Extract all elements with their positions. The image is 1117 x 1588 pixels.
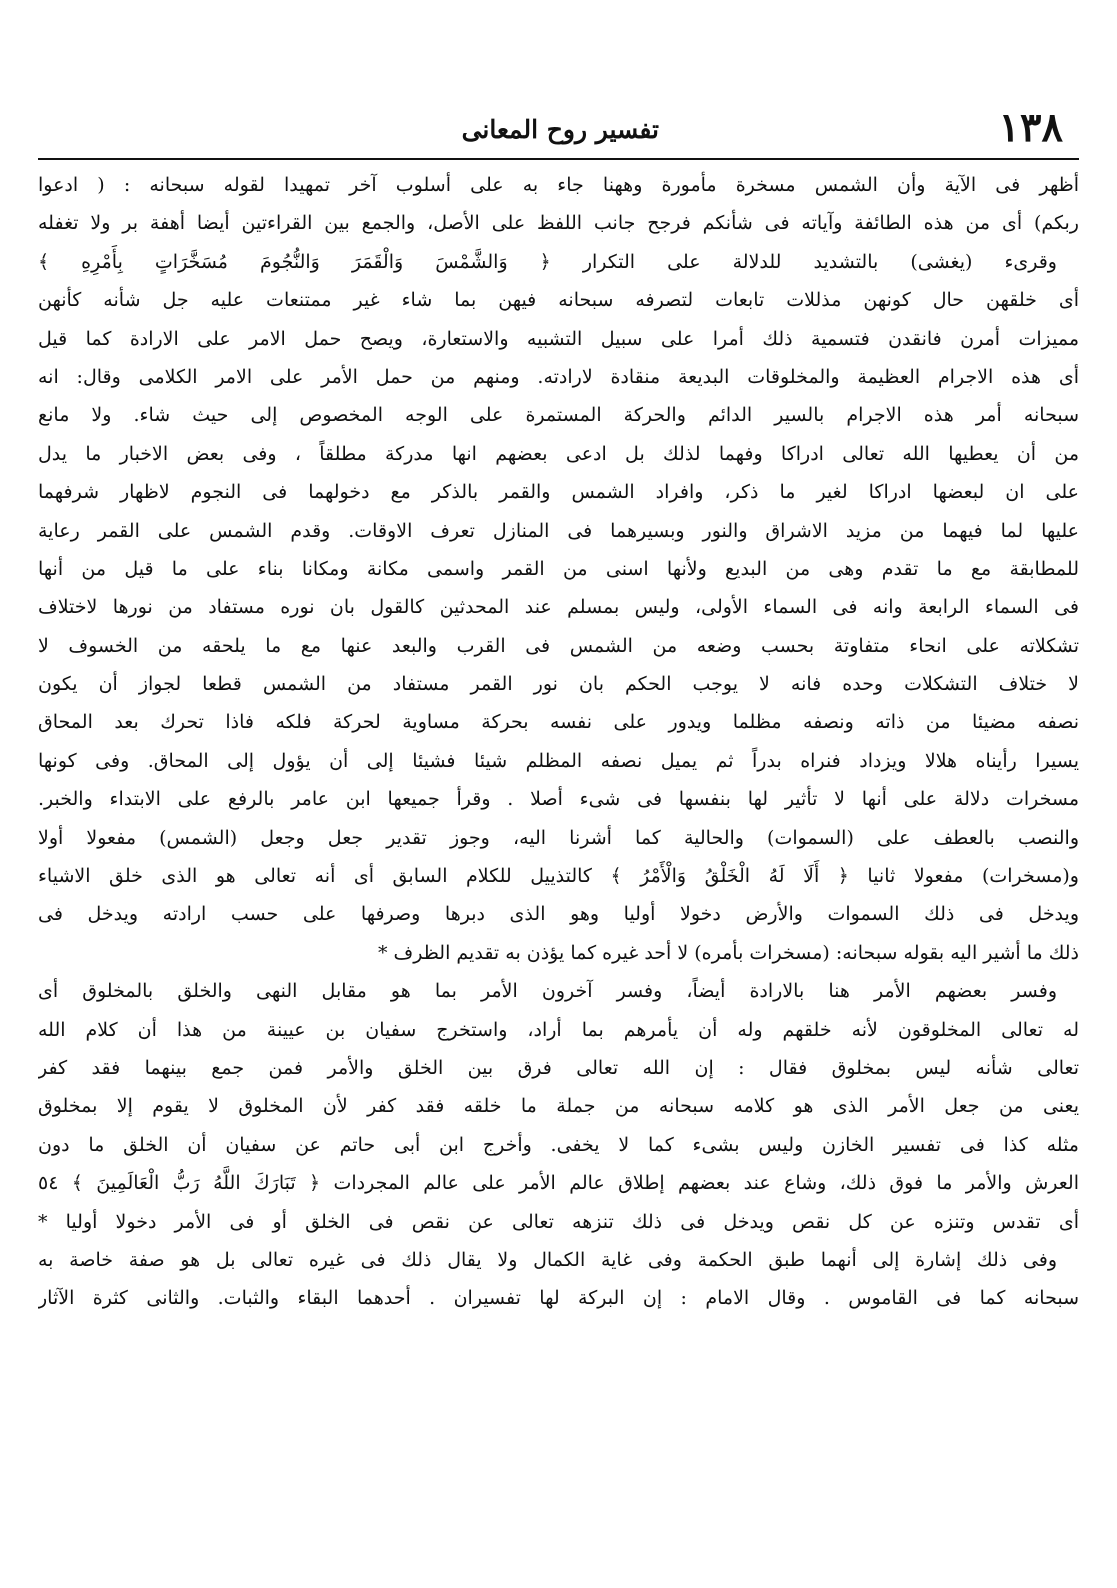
running-title: تفسير روح المعانى bbox=[461, 115, 659, 144]
text-line: مثله كذا فى تفسير الخازن وليس بشىء كما لا يخفى. وأخرج ابن أبى حاتم عن سفيان أن الخلق ما دون bbox=[38, 1133, 1079, 1156]
text-line: يسيرا رأيناه هلالا ويزداد فنراه بدراً ثم يميل نصفه المظلم شيئا فشيئا إلى أن يؤول إلى المحاق. وفى كونها bbox=[38, 749, 1079, 772]
text-line: أى خلقهن حال كونهن مذللات تابعات لتصرفه سبحانه فيهن بما شاء غير ممتنعات عليه جل شأنه كأنهن bbox=[38, 289, 1079, 312]
text-line: العرش والأمر ما فوق ذلك، وشاع عند بعضهم إطلاق عالم الأمر على عالم المجردات ﴿ تَبَارَكَ اللَّهُ رَبُّ الْعَالَمِينَ ﴾ ٥٤ bbox=[38, 1172, 1079, 1195]
text-line: وفى ذلك إشارة إلى أنهما طبق الحكمة وفى غاية الكمال ولا يقال ذلك فى غيره تعالى بل هو صفة خاصة به bbox=[38, 1248, 1057, 1271]
text-line: مسخرات دلالة على أنها لا تأثير لها بنفسها فى شىء أصلا . وقرأ جميعها ابن عامر بالرفع على الابتداء والخبر. bbox=[38, 788, 1079, 811]
text-line: سبحانه كما فى القاموس . وقال الامام : إن البركة لها تفسيران . أحدهما البقاء والثبات. والثانى كثرة الآثار bbox=[38, 1287, 1079, 1310]
text-line: والنصب بالعطف على (السموات) والحالية كما أشرنا اليه، وجوز تقدير جعل وجعل (الشمس) مفعولا أولا bbox=[38, 826, 1079, 849]
body-text bbox=[38, 166, 1079, 1318]
header-rule bbox=[38, 158, 1079, 160]
text-line: مميزات أمرن فانقدن فتسمية ذلك أمرا على سبيل التشبيه والاستعارة، ويصح حمل الامر على الارادة كما قيل bbox=[38, 327, 1079, 350]
text-line: تشكلاته على انحاء متفاوتة بحسب وضعه من الشمس فى القرب والبعد عنها مع ما يلحقه من الخسوف لا bbox=[38, 634, 1079, 657]
text-line: للمطابقة مع ما تقدم وهى من البديع ولأنها اسنى من القمر واسمى مكانة ومكانا بناء على ما قيل من أنها bbox=[38, 557, 1079, 580]
text-line: له تعالى المخلوقون لأنه خلقهم وله أن يأمرهم بما أراد، واستخرج سفيان بن عيينة من هذا أن كلام الله bbox=[38, 1018, 1079, 1041]
text-line: فى السماء الرابعة وانه فى السماء الأولى، وليس بمسلم عند المحدثين كالقول بان نوره مستفاد من نورها لاختلاف bbox=[38, 596, 1079, 619]
text-line: عليها لما فيهما من مزيد الاشراق والنور وبسيرهما فى المنازل تعرف الاوقات. وقدم الشمس على القمر رعاية bbox=[38, 519, 1079, 542]
text-line: نصفه مضيئا من ذاته ونصفه مظلما ويدور على نفسه بحركة مساوية لحركة فلكه فاذا تحرك بعد المحاق bbox=[38, 711, 1079, 734]
text-line: أظهر فى الآية وأن الشمس مسخرة مأمورة وههنا جاء به على أسلوب آخر تمهيدا لقوله سبحانه : ( ادعوا bbox=[38, 174, 1079, 196]
page-header bbox=[38, 100, 1079, 156]
text-line: أى هذه الاجرام العظيمة والمخلوقات البديعة منقادة لارادته. ومنهم من حمل الأمر على الامر الكلامى وقال: انه bbox=[38, 365, 1079, 388]
page-number: ١٣٨ bbox=[998, 104, 1063, 151]
text-line: سبحانه أمر هذه الاجرام بالسير الدائم والحركة المستمرة على الوجه المخصوص إلى حيث شاء. ولا مانع bbox=[38, 404, 1079, 427]
text-line: يعنى من جعل الأمر الذى هو كلامه سبحانه من جملة ما خلقه فقد كفر لأن المخلوق لا يقوم إلا بمخلوق bbox=[38, 1095, 1079, 1118]
text-line: ويدخل فى ذلك السموات والأرض دخولا أوليا وهو الذى دبرها وصرفها على حسب ارادته ويدخل فى bbox=[38, 903, 1079, 926]
text-line: وقرىء (يغشى) بالتشديد للدلالة على التكرار ﴿ وَالشَّمْسَ وَالْقَمَرَ وَالنُّجُومَ مُسَخَّرَاتٍ بِأَمْرِهِ ﴾ bbox=[38, 250, 1057, 273]
text-line: من أن يعطيها الله تعالى ادراكا وفهما لذلك بل ادعى بعضهم انها مدركة مطلقاً ، وفى بعض الاخبار ما يدل bbox=[38, 442, 1079, 465]
text-line: لا ختلاف التشكلات وحده فانه لا يوجب الحكم بان نور القمر مستفاد من الشمس قطعا لجواز أن يكون bbox=[38, 673, 1079, 696]
text-line: وفسر بعضهم الأمر هنا بالارادة أيضاً، وفسر آخرون الأمر بما هو مقابل النهى والخلق بالمخلوق أى bbox=[38, 980, 1057, 1003]
text-line: على ان لبعضها ادراكا لغير ما ذكر، وافراد الشمس والقمر بالذكر مع دخولهما فى النجوم لاظهار شرفهما bbox=[38, 481, 1079, 504]
text-line: ذلك ما أشير اليه بقوله سبحانه: (مسخرات بأمره) لا أحد غيره كما يؤذن به تقديم الظرف * bbox=[378, 941, 1079, 964]
text-line: ربكم) أى من هذه الطائفة وآياته فى شأنكم فرجح جانب اللفظ على الأصل، والجمع بين القراءتين أيضا أهفة بر ولا تغفله bbox=[38, 212, 1079, 235]
text-line: أى تقدس وتنزه عن كل نقص ويدخل فى ذلك تنزهه تعالى عن نقص فى الخلق أو فى الأمر دخولا أوليا * bbox=[38, 1210, 1079, 1233]
text-line: تعالى شأنه ليس بمخلوق فقال : إن الله تعالى فرق بين الخلق والأمر فمن جمع بينهما فقد كفر bbox=[38, 1056, 1079, 1079]
text-line: و(مسخرات) مفعولا ثانيا ﴿ أَلَا لَهُ الْخَلْقُ وَالْأَمْرُ ﴾ كالتذييل للكلام السابق أى أنه تعالى هو الذى خلق الاشياء bbox=[38, 865, 1079, 888]
